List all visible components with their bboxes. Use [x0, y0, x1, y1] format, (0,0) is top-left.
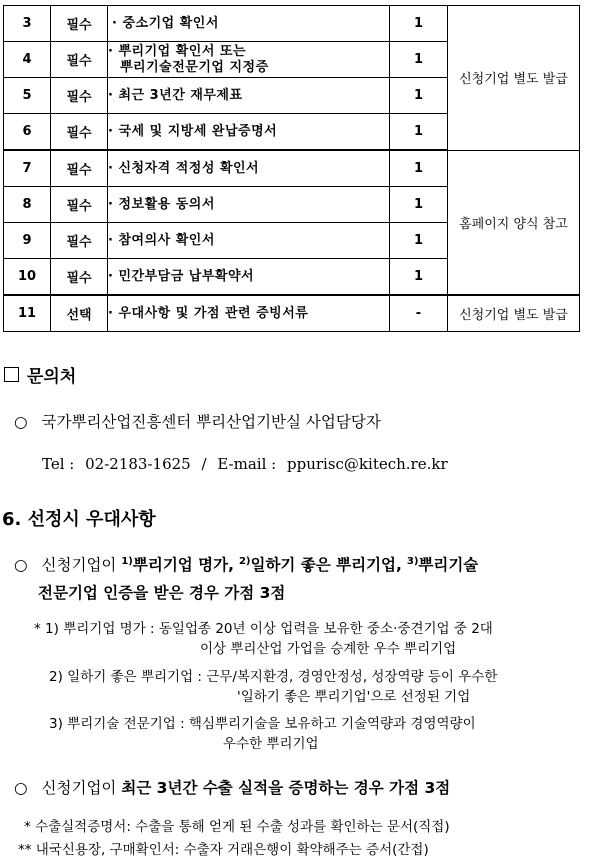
- bonus-item-certification: [14, 548, 594, 607]
- quantity: 1: [390, 150, 448, 187]
- bullet: ·: [108, 43, 114, 59]
- superscript: 2): [238, 556, 251, 567]
- square-icon: [4, 367, 19, 382]
- document-name: [108, 6, 390, 42]
- inquiry-heading: [4, 362, 76, 387]
- separator: /: [201, 455, 207, 473]
- document-name: [108, 187, 390, 223]
- note-text-cont: 우수한 뿌리기업: [223, 736, 319, 752]
- bullet: ·: [108, 305, 114, 321]
- row-number: 6: [4, 114, 51, 151]
- quantity: -: [390, 295, 448, 332]
- document-name: [108, 42, 390, 78]
- quantity: 1: [390, 187, 448, 223]
- note-text-cont: '일하기 좋은 뿌리기업'으로 선정된 기업: [237, 689, 471, 705]
- requirement: 필수: [51, 6, 108, 42]
- quantity: 1: [390, 259, 448, 296]
- bullet: ·: [108, 160, 114, 176]
- document-name: [108, 295, 390, 332]
- bonus-text-line2: 전문기업 인증을 받은 경우 가점 3점: [38, 584, 286, 603]
- row-number: 8: [4, 187, 51, 223]
- document-label: 뿌리기업 확인서 또는: [118, 43, 247, 59]
- row-number: 7: [4, 150, 51, 187]
- bullet: ·: [108, 232, 114, 248]
- document-label: 우대사항 및 가점 관련 증빙서류: [118, 305, 309, 321]
- requirement: 필수: [51, 187, 108, 223]
- bullet: ·: [112, 15, 118, 31]
- row-number: 9: [4, 223, 51, 259]
- quantity: 1: [390, 78, 448, 114]
- superscript: 1): [121, 556, 133, 567]
- footnote-1: [34, 619, 493, 659]
- row-number: 5: [4, 78, 51, 114]
- document-label: 중소기업 확인서: [122, 15, 219, 31]
- circle-bullet-icon: ○: [14, 413, 28, 431]
- document-label: 민간부담금 납부확약서: [118, 268, 255, 284]
- note-issue-separately: 신청기업 별도 발급: [448, 6, 580, 151]
- note-mark: * 1): [34, 621, 59, 637]
- note-homepage-form: 홈페이지 양식 참고: [448, 150, 580, 295]
- note-mark: 3): [49, 716, 63, 732]
- requirement: 필수: [51, 114, 108, 151]
- table-row: [4, 150, 580, 187]
- circle-bullet-icon: ○: [14, 779, 28, 797]
- document-label: 신청자격 적정성 확인서: [118, 160, 260, 176]
- note-text: 뿌리기업 명가 : 동일업종 20년 이상 업력을 보유한 중소·중견기업 중 2대: [63, 621, 493, 637]
- requirement: 필수: [51, 78, 108, 114]
- footnote-export-indirect: ** 내국신용장, 구매확인서: 수출자 거래은행이 확약해주는 증서(간접): [18, 842, 429, 858]
- footnote-3: [49, 714, 476, 754]
- required-documents-table: [3, 5, 580, 332]
- note-text: 일하기 좋은 뿌리기업 : 근무/복지환경, 경영안정성, 성장역량 등이 우수한: [67, 669, 498, 685]
- row-number: 3: [4, 6, 51, 42]
- bonus-text: 최근 3년간 수출 실적을 증명하는 경우 가점 3점: [121, 779, 451, 797]
- document-name: [108, 150, 390, 187]
- inquiry-org-line: [14, 410, 381, 432]
- document-name: [108, 78, 390, 114]
- bonus-text: 뿌리기술: [418, 556, 479, 575]
- inquiry-title: 문의처: [27, 367, 77, 387]
- document-name: [108, 259, 390, 296]
- bonus-text: 뿌리기업 명가,: [132, 556, 234, 575]
- quantity: 1: [390, 223, 448, 259]
- requirement: 필수: [51, 150, 108, 187]
- email-label: E-mail :: [217, 455, 277, 473]
- table-row: [4, 295, 580, 332]
- document-label: 정보활용 동의서: [118, 196, 215, 212]
- quantity: 1: [390, 6, 448, 42]
- note-text-cont: 이상 뿌리산업 가업을 승계한 우수 뿌리기업: [200, 641, 457, 657]
- footnote-2: [49, 667, 497, 707]
- bonus-text: 일하기 좋은 뿌리기업,: [250, 556, 402, 575]
- note-text: 뿌리기술 전문기업 : 핵심뿌리기술을 보유하고 기술역량과 경영역량이: [67, 716, 476, 732]
- row-number: 11: [4, 295, 51, 332]
- document-name: [108, 223, 390, 259]
- section-heading: 6. 선정시 우대사항: [2, 509, 156, 530]
- bullet: ·: [108, 196, 114, 212]
- note-issue-separately-optional: 신청기업 별도 발급: [448, 295, 580, 332]
- tel-value: 02-2183-1625: [85, 455, 191, 473]
- document-label: 참여의사 확인서: [118, 232, 215, 248]
- requirement: 필수: [51, 259, 108, 296]
- footnote-export-direct: * 수출실적증명서: 수출을 통해 얻게 된 수출 성과를 확인하는 문서(직접): [24, 819, 450, 835]
- row-number: 4: [4, 42, 51, 78]
- requirement: 선택: [51, 295, 108, 332]
- table-row: [4, 6, 580, 42]
- document-label: 국세 및 지방세 완납증명서: [118, 123, 278, 139]
- requirement: 필수: [51, 223, 108, 259]
- quantity: 1: [390, 42, 448, 78]
- tel-label: Tel :: [42, 455, 75, 473]
- document-label: 최근 3년간 재무제표: [118, 87, 243, 103]
- bullet: ·: [108, 123, 114, 139]
- bonus-prefix: 신청기업이: [41, 779, 117, 797]
- document-name: [108, 114, 390, 151]
- requirement: 필수: [51, 42, 108, 78]
- document-label-line2: 뿌리기술전문기업 지정증: [120, 59, 269, 75]
- bonus-item-export: [14, 776, 450, 798]
- quantity: 1: [390, 114, 448, 151]
- bonus-prefix: 신청기업이: [41, 556, 117, 575]
- email-value: ppurisc@kitech.re.kr: [287, 455, 448, 473]
- row-number: 10: [4, 259, 51, 296]
- bullet: ·: [108, 268, 114, 284]
- inquiry-org: 국가뿌리산업진흥센터 뿌리산업기반실 사업담당자: [41, 413, 381, 431]
- superscript: 3): [406, 556, 419, 567]
- note-mark: 2): [49, 669, 63, 685]
- circle-bullet-icon: ○: [14, 556, 28, 575]
- contact-line: [42, 455, 454, 473]
- bullet: ·: [108, 87, 114, 103]
